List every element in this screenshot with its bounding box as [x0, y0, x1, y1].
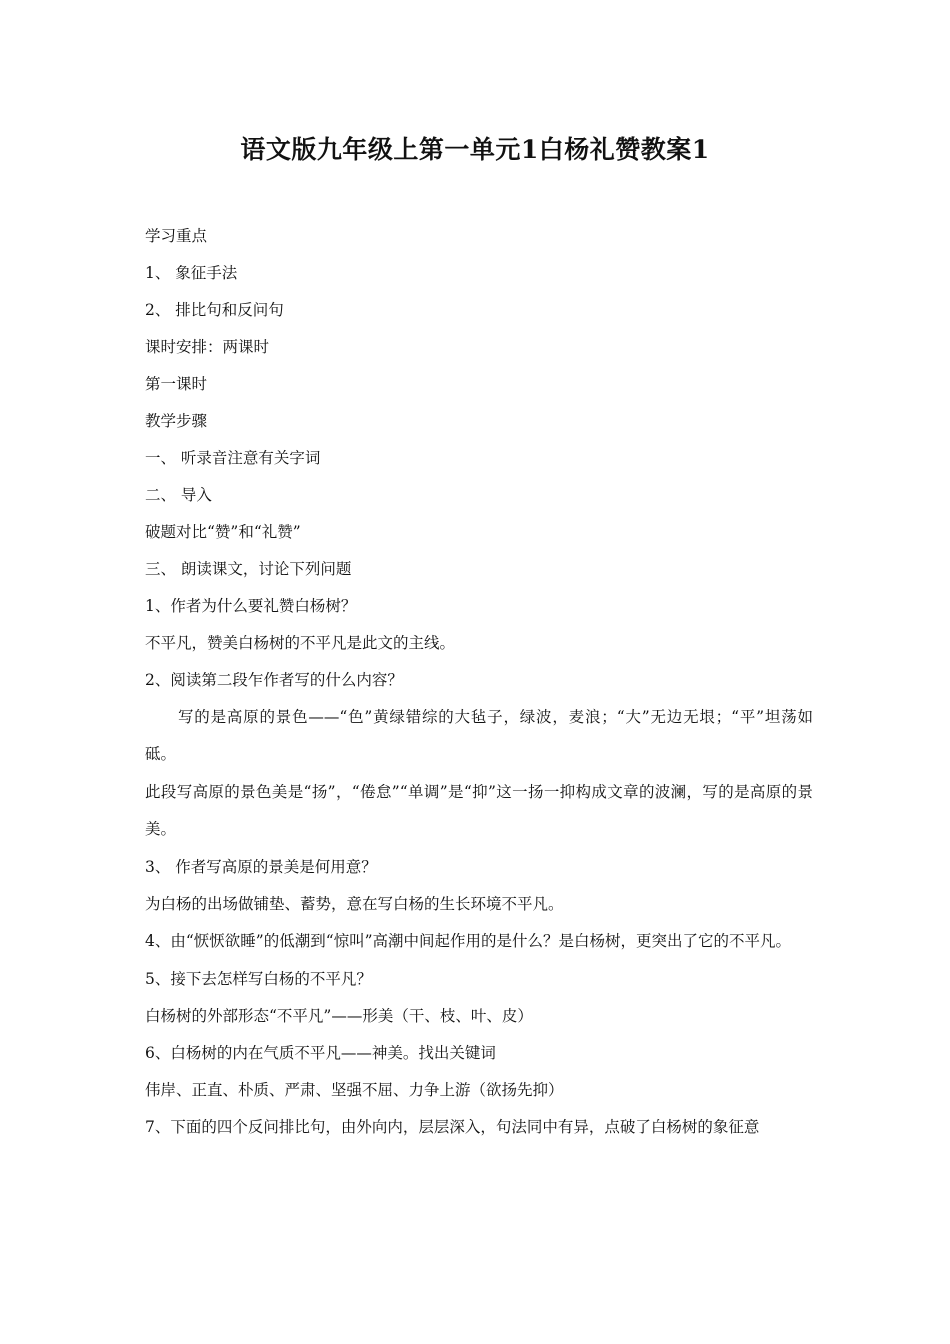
paragraph: 写的是高原的景色——“色”黄绿错综的大毡子，绿波，麦浪；“大”无边无垠；“平”坦荡如砥。 [145, 708, 813, 763]
paragraph: 破题对比“赞”和“礼赞” [145, 523, 301, 541]
paragraph: 白杨树的外部形态“不平凡”——形美（干、枝、叶、皮） [145, 1007, 533, 1025]
paragraph: 4、由“恹恹欲睡”的低潮到“惊叫”高潮中间起作用的是什么？是白杨树，更突出了它的不平凡。 [145, 932, 792, 950]
paragraph: 6、白杨树的内在气质不平凡——神美。找出关键词 [145, 1044, 496, 1062]
paragraph: 二、 导入 [145, 486, 212, 504]
paragraph: 1、作者为什么要礼赞白杨树？ [145, 597, 357, 615]
paragraph: 7、下面的四个反问排比句，由外向内，层层深入，句法同中有异，点破了白杨树的象征意 [145, 1118, 760, 1136]
document-title: 语文版九年级上第一单元1白杨礼赞教案1 [240, 135, 710, 164]
paragraph: 三、 朗读课文，讨论下列问题 [145, 560, 352, 578]
paragraph: 1、 象征手法 [145, 264, 238, 282]
paragraph: 为白杨的出场做铺垫、蓄势，意在写白杨的生长环境不平凡。 [145, 895, 564, 913]
paragraph: 伟岸、正直、朴质、严肃、坚强不屈、力争上游（欲扬先抑） [145, 1081, 564, 1099]
paragraph: 3、 作者写高原的景美是何用意？ [145, 858, 377, 876]
paragraph: 此段写高原的景色美是“扬”，“倦怠”“单调”是“抑”这一扬一抑构成文章的波澜，写的是高原的景美。 [145, 783, 813, 838]
paragraph: 教学步骤 [145, 412, 208, 430]
paragraph: 5、接下去怎样写白杨的不平凡？ [145, 970, 372, 988]
document-body [145, 225, 813, 1153]
paragraph: 学习重点 [145, 227, 208, 245]
paragraph: 2、 排比句和反问句 [145, 301, 284, 319]
paragraph: 不平凡，赞美白杨树的不平凡是此文的主线。 [145, 634, 456, 652]
paragraph: 第一课时 [145, 375, 208, 393]
paragraph: 2、阅读第二段乍作者写的什么内容？ [145, 671, 403, 689]
paragraph: 课时安排：两课时 [145, 338, 270, 356]
paragraph: 一、 听录音注意有关字词 [145, 449, 321, 467]
